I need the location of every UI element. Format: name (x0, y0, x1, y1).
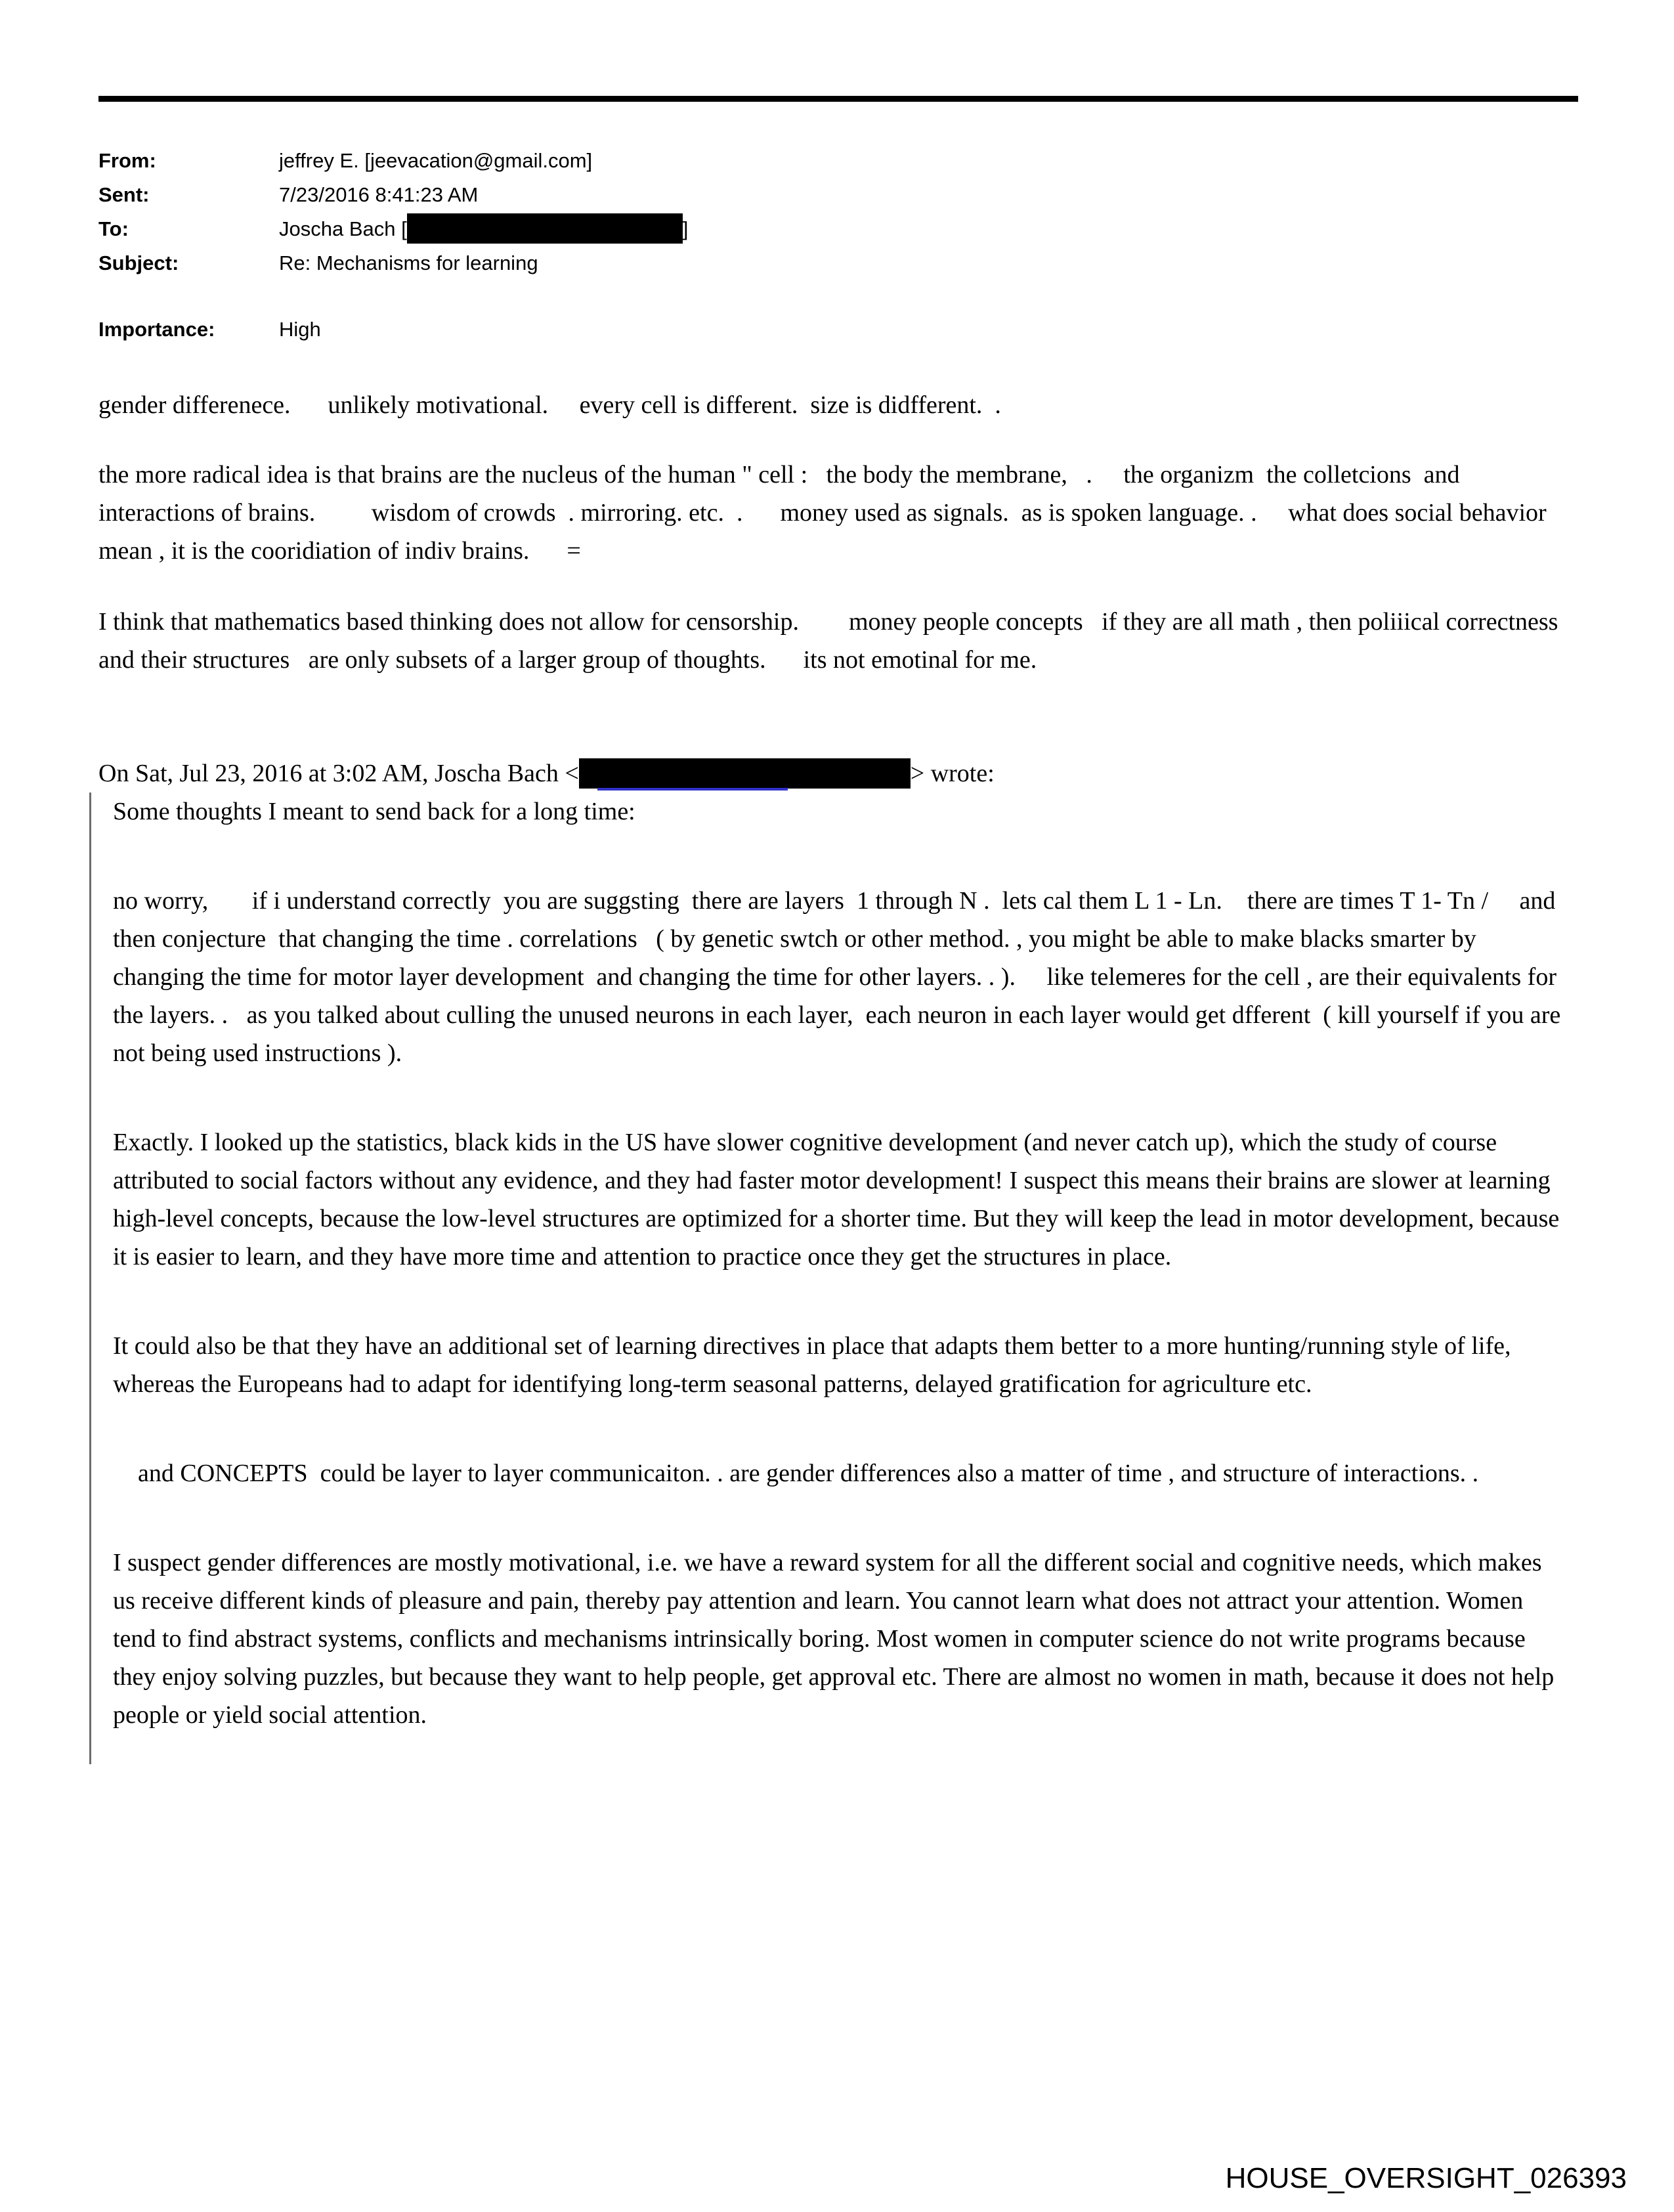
header-row-from (98, 144, 1569, 178)
importance-value: High (279, 318, 321, 341)
sent-value: 7/23/2016 8:41:23 AM (279, 183, 479, 206)
bates-number: HOUSE_OVERSIGHT_026393 (1225, 2162, 1627, 2194)
quoted-message-block (89, 792, 1569, 1764)
importance-label: Importance: (98, 318, 215, 341)
to-value (279, 212, 688, 246)
body-paragraph: the more radical idea is that brains are the nucleus of the human " cell : the body the membrane, . the organizm the colletcions and interactions of brains. wisdom of crowds . mirroring. etc. . money used as signals. as is spoken language. . what does social behavior mean , it is the cooridiation of indiv brains. = (98, 461, 1553, 565)
header-row-importance (98, 313, 1569, 347)
to-label: To: (98, 217, 129, 240)
quoted-paragraph: Exactly. I looked up the statistics, black kids in the US have slower cognitive development (and never catch up), which the study of course attributed to social factors without any evidence, and they had faster motor development! I suspect this means their brains are slower at learning high-level concepts, because the low-level structures are optimized for a shorter time. But they will keep the lead in motor development, because it is easier to learn, and they have more time and attention to practice once they get the structures in place. (113, 1129, 1566, 1270)
quoted-paragraph: no worry, if i understand correctly you are suggsting there are layers 1 through N . lets cal them L 1 - Ln. there are times T 1- Tn / and then conjecture that changing the time . correlations ( by genetic swtch or other method. , you might be able to make blacks smarter by changing the time for motor layer development and changing the time for other layers. . ). like telemeres for the cell , are their equivalents for the layers. . as you talked about culling the unused neurons in each layer, each neuron in each layer would get dfferent ( kill yourself if you are not being used instructions ). (113, 887, 1567, 1067)
quoted-paragraph: I suspect gender differences are mostly motivational, i.e. we have a reward system for all the different social and cognitive needs, which makes us receive different kinds of pleasure and pain, thereby pay attention and learn. You cannot learn what does not attract your attention. Women tend to find abstract systems, conflicts and mechanisms intrinsically boring. Most women in computer science do not write programs because they enjoy solving puzzles, but because they want to help people, get approval etc. There are almost no women in math, because it does not help people or yield social attention. (113, 1549, 1560, 1729)
quoted-paragraph: Some thoughts I meant to send back for a long time: (113, 798, 635, 825)
subject-label: Subject: (98, 251, 179, 274)
quote-attribution-suffix: > wrote: (910, 760, 995, 787)
quote-attribution-prefix: On Sat, Jul 23, 2016 at 3:02 AM, Joscha Bach < (98, 760, 579, 787)
body-paragraph: gender differenece. unlikely motivational. every cell is different. size is didfferent. . (98, 391, 1001, 419)
sent-label: Sent: (98, 183, 150, 206)
quoted-paragraph: It could also be that they have an additional set of learning directives in place that adapts them better to a more hunting/running style of life, whereas the Europeans had to adapt for identifying long-term seasonal patterns, delayed gratification for agriculture etc. (113, 1332, 1517, 1398)
from-value: jeffrey E. [jeevacation@gmail.com] (279, 149, 593, 172)
body-paragraph: I think that mathematics based thinking does not allow for censorship. money people concepts if they are all math , then poliiical correctness and their structures are only subsets of a larger group of thoughts. its not emotinal for me. (98, 608, 1571, 674)
header-row-subject (98, 246, 1569, 280)
quote-attribution-line (98, 754, 1569, 792)
email-body (98, 386, 1569, 1764)
redaction-box-to-email (407, 213, 683, 244)
to-value-suffix: ] (682, 217, 689, 240)
redaction-box-quoted-email (579, 758, 911, 789)
quoted-paragraph: and CONCEPTS could be layer to layer communicaiton. . are gender differences also a matter of time , and structure of interactions. . (113, 1460, 1479, 1487)
redacted-link-underline (597, 788, 788, 791)
to-value-prefix: Joscha Bach [ (279, 217, 407, 240)
header-divider-rule (98, 96, 1578, 102)
from-label: From: (98, 149, 156, 172)
email-header (98, 144, 1569, 347)
header-row-sent (98, 178, 1569, 212)
subject-value: Re: Mechanisms for learning (279, 251, 538, 274)
header-row-to (98, 212, 1569, 246)
